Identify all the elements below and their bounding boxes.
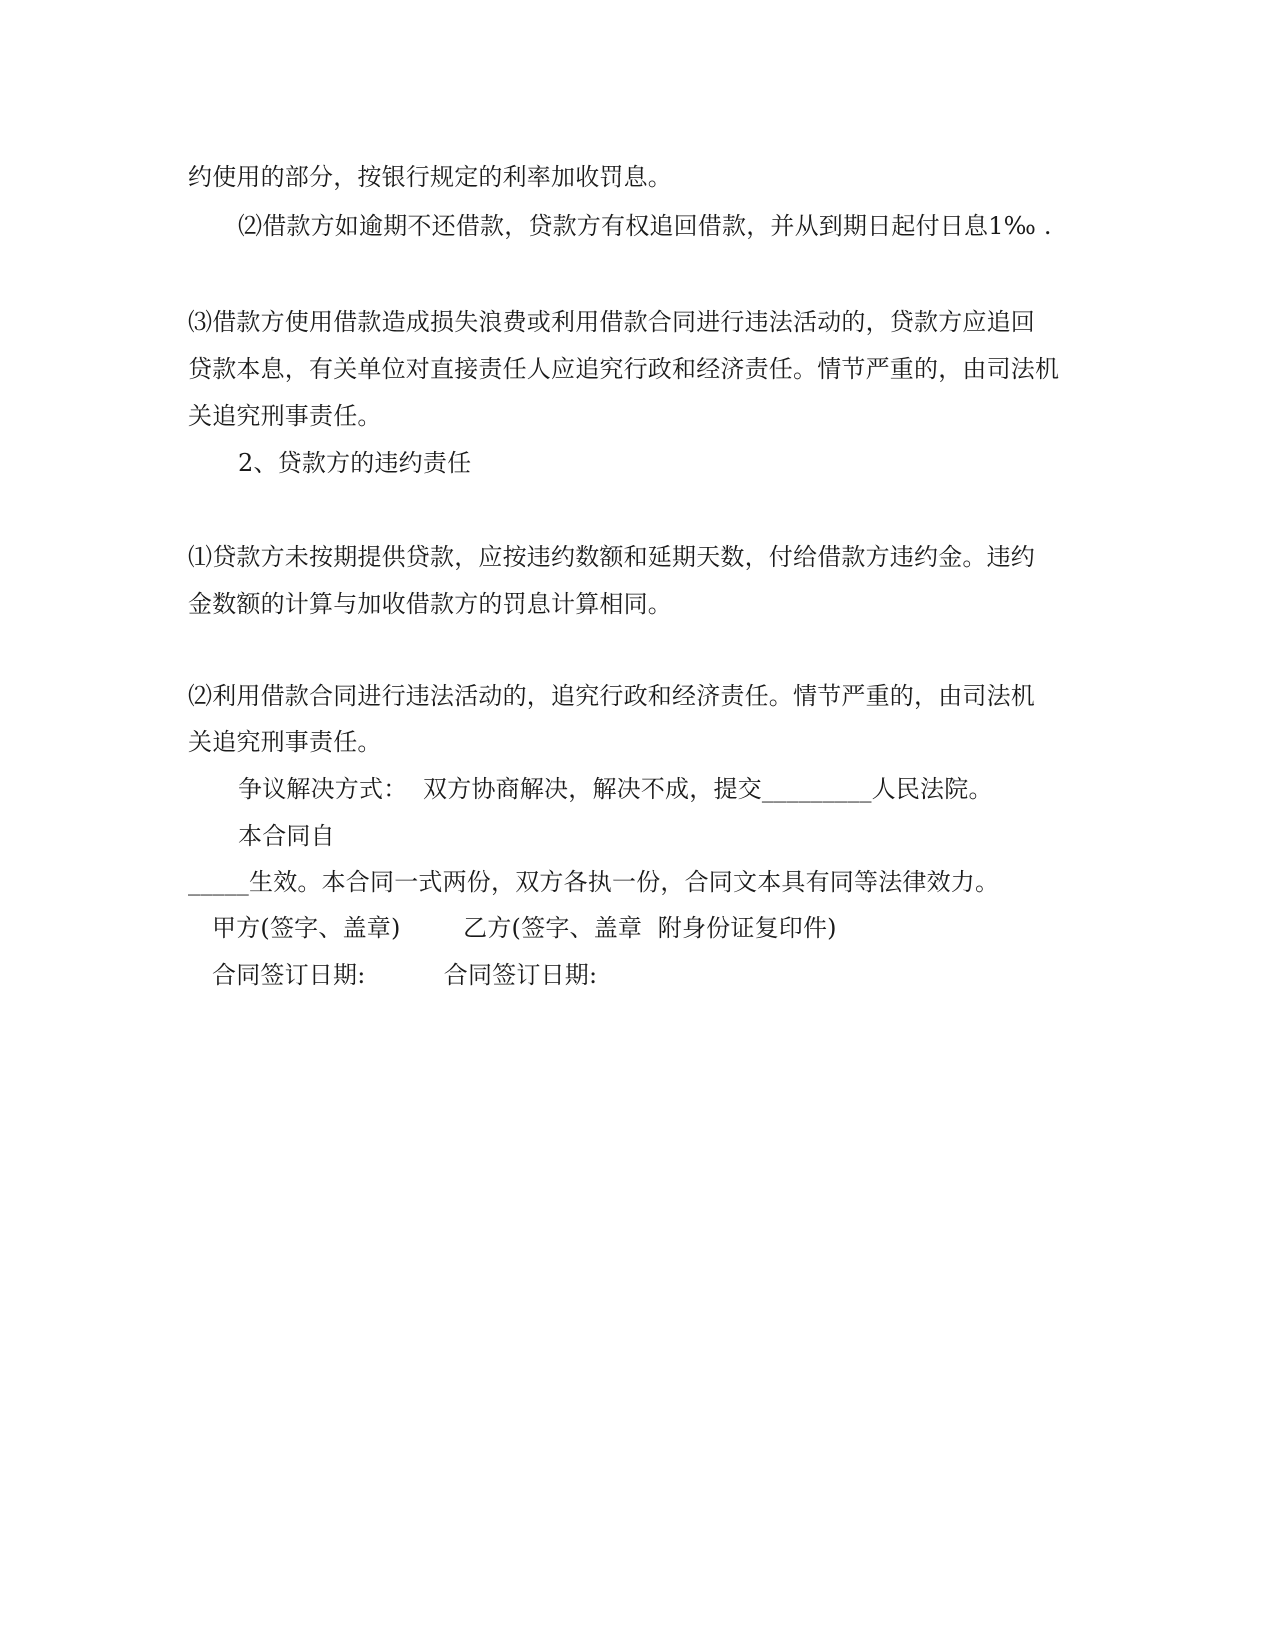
- clause-borrower-misuse-line-3: 关追究刑事责任。: [188, 402, 382, 430]
- clause-borrower-misuse-line-1: ⑶借款方使用借款造成损失浪费或利用借款合同进行违法活动的，贷款方应追回: [188, 308, 1035, 336]
- paragraph-line: 约使用的部分，按银行规定的利率加收罚息。: [188, 163, 672, 191]
- effective-clause: _____生效。本合同一式两份，双方各执一份，合同文本具有同等法律效力。: [188, 868, 1000, 896]
- clause-illegal-activity-line-2: 关追究刑事责任。: [188, 728, 382, 756]
- clause-lender-late-line-2: 金数额的计算与加收借款方的罚息计算相同。: [188, 590, 672, 618]
- clause-lender-late-line-1: ⑴贷款方未按期提供贷款，应按违约数额和延期天数，付给借款方违约金。违约: [188, 543, 1035, 571]
- clause-borrower-overdue: ⑵借款方如逾期不还借款，贷款方有权追回借款，并从到期日起付日息1‰ .: [238, 212, 1052, 240]
- effective-date-label: 本合同自: [238, 822, 335, 850]
- signing-dates: 合同签订日期: 合同签订日期:: [212, 961, 598, 989]
- clause-illegal-activity-line-1: ⑵利用借款合同进行违法活动的，追究行政和经济责任。情节严重的，由司法机: [188, 682, 1035, 710]
- signature-parties: 甲方(签字、盖章) 乙方(签字、盖章 附身份证复印件): [212, 914, 837, 942]
- dispute-resolution: 争议解决方式： 双方协商解决，解决不成，提交_________人民法院。: [238, 775, 993, 803]
- section-heading-lender-liability: 2、贷款方的违约责任: [238, 449, 472, 477]
- clause-borrower-misuse-line-2: 贷款本息，有关单位对直接责任人应追究行政和经济责任。情节严重的，由司法机: [188, 355, 1060, 383]
